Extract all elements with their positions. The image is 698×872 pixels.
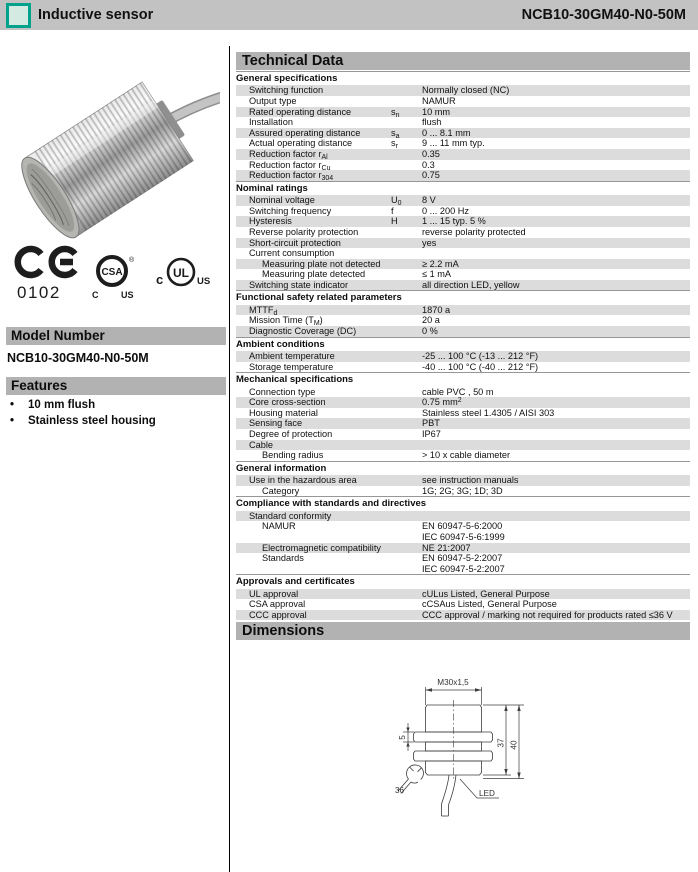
ce-mark-icon [14, 245, 90, 303]
spec-label: Switching state indicator [249, 279, 349, 290]
spec-value: 0.35 [422, 148, 440, 159]
product-photo [8, 55, 220, 247]
spec-symbol [391, 96, 422, 107]
spec-symbol [391, 362, 422, 373]
spec-row [236, 138, 690, 149]
spec-row [236, 216, 690, 227]
spec-row [236, 543, 690, 554]
section-title: Approvals and certificates [236, 574, 690, 588]
spec-label: Standards [262, 553, 304, 564]
technical-data-heading: Technical Data [236, 52, 690, 70]
spec-row [236, 610, 690, 621]
spec-symbol [391, 170, 422, 181]
spec-row [236, 511, 690, 522]
spec-label: Storage temperature [249, 361, 334, 372]
spec-value: see instruction manuals [422, 475, 519, 486]
spec-row [236, 227, 690, 238]
spec-value: 10 mm [422, 106, 451, 117]
technical-data-table [236, 71, 690, 620]
spec-label: Nominal voltage [249, 195, 315, 206]
spec-label: Current consumption [249, 248, 335, 259]
dim-wrench-size: 36 [395, 786, 405, 795]
spec-label: Reduction factor $r_{Cu}$ [249, 159, 331, 172]
spec-label: Output type [249, 95, 297, 106]
spec-symbol [391, 440, 422, 451]
spec-symbol [391, 387, 422, 398]
spec-symbol [391, 259, 422, 270]
spec-value: CCC approval / marking not required for products rated ≤36 V [422, 609, 673, 620]
spec-value: flush [422, 117, 442, 128]
spec-value [422, 248, 690, 259]
spec-row [236, 238, 690, 249]
spec-symbol: $s_n$ [391, 106, 400, 119]
spec-symbol [391, 269, 422, 280]
spec-label: Electromagnetic compatibility [262, 542, 381, 553]
dimension-drawing [388, 648, 548, 826]
spec-symbol [391, 589, 422, 600]
spec-value: > 10 x cable diameter [422, 450, 511, 461]
spec-value: EN 60947-5-2:2007 IEC 60947-5-2:2007 [422, 553, 505, 574]
header-product-code: NCB10-30GM40-N0-50M [521, 7, 686, 23]
spec-row [236, 117, 690, 128]
ce-mark [14, 245, 90, 308]
spec-row [236, 397, 690, 408]
spec-row [236, 418, 690, 429]
spec-label: Standard conformity [249, 510, 332, 521]
spec-symbol [391, 543, 422, 554]
spec-label: Assured operating distance [249, 127, 361, 138]
spec-value: cable PVC , 50 m [422, 386, 494, 397]
spec-row [236, 195, 690, 206]
spec-row [236, 96, 690, 107]
spec-symbol [391, 315, 422, 326]
ul-c: c [156, 272, 164, 287]
spec-row [236, 599, 690, 610]
spec-label: Core cross-section [249, 397, 326, 408]
ul-us: US [197, 276, 211, 287]
spec-label: Switching frequency [249, 205, 332, 216]
section-title: General specifications [236, 71, 690, 85]
spec-symbol [391, 599, 422, 610]
spec-symbol [391, 227, 422, 238]
spec-row [236, 160, 690, 171]
spec-symbol [391, 397, 422, 408]
section-title: Functional safety related parameters [236, 290, 690, 304]
column-separator [229, 46, 230, 872]
spec-row [236, 486, 690, 497]
spec-value: 20 a [422, 315, 440, 326]
csa-text: CSA [101, 267, 123, 278]
dim-length-inner: 37 [496, 738, 506, 748]
spec-row [236, 351, 690, 362]
spec-label: Switching function [249, 85, 324, 96]
spec-value: IP67 [422, 428, 441, 439]
spec-label: Mission Time $(T_M)$ [249, 315, 323, 328]
spec-label: UL approval [249, 588, 299, 599]
spec-symbol [391, 248, 422, 259]
section-title: Mechanical specifications [236, 372, 690, 386]
spec-value: NE 21:2007 [422, 542, 471, 553]
page-title: Inductive sensor [38, 7, 154, 23]
spec-symbol [391, 486, 422, 497]
spec-label: Measuring plate detected [262, 269, 366, 280]
spec-label: Actual operating distance [249, 138, 353, 149]
dim-led-label: LED [479, 789, 495, 798]
spec-label: Hysteresis [249, 216, 292, 227]
spec-symbol [391, 521, 422, 542]
spec-row [236, 107, 690, 118]
section-title: Ambient conditions [236, 337, 690, 351]
dim-length-outer: 40 [509, 740, 519, 750]
spec-label: Short-circuit protection [249, 237, 341, 248]
spec-value: 0 ... 200 Hz [422, 205, 469, 216]
spec-value: cULus Listed, General Purpose [422, 588, 550, 599]
spec-label: Reverse polarity protection [249, 226, 359, 237]
spec-label: NAMUR [262, 521, 296, 532]
spec-label: CSA approval [249, 599, 306, 610]
spec-label: Ambient temperature [249, 351, 335, 362]
spec-row [236, 387, 690, 398]
spec-row [236, 128, 690, 139]
spec-label: Reduction factor $r_{Al}$ [249, 148, 328, 161]
spec-label: Housing material [249, 407, 318, 418]
spec-value: yes [422, 237, 437, 248]
spec-label: Category [262, 485, 300, 496]
spec-value: ≥ 2.2 mA [422, 258, 459, 269]
spec-symbol [391, 280, 422, 291]
spec-row [236, 589, 690, 600]
dim-nut-thickness: 5 [398, 735, 407, 740]
spec-row [236, 408, 690, 419]
spec-row [236, 429, 690, 440]
spec-label: Diagnostic Coverage (DC) [249, 326, 357, 337]
spec-row [236, 280, 690, 291]
spec-value: 0.75 [422, 170, 440, 181]
spec-row [236, 475, 690, 486]
spec-value: NAMUR [422, 95, 456, 106]
spec-value: 8 V [422, 195, 436, 206]
spec-symbol [391, 117, 422, 128]
sensor-body [12, 78, 199, 245]
spec-label: Use in the hazardous area [249, 475, 357, 486]
feature-item: • 10 mm flush [0, 398, 225, 414]
csa-us: US [121, 290, 134, 300]
spec-row [236, 269, 690, 280]
spec-value: 1G; 2G; 3G; 1D; 3D [422, 485, 503, 496]
spec-row [236, 85, 690, 96]
spec-value: 0 ... 8.1 mm [422, 127, 471, 138]
ce-number: 0102 [17, 283, 61, 302]
spec-value: -40 ... 100 °C (-40 ... 212 °F) [422, 361, 539, 372]
spec-symbol: H [391, 216, 398, 227]
spec-row [236, 450, 690, 461]
spec-value: PBT [422, 418, 440, 429]
spec-row [236, 259, 690, 270]
csa-mark-icon [90, 252, 140, 302]
spec-row [236, 206, 690, 217]
spec-symbol: f [391, 205, 394, 216]
spec-label: $MTTF_d$ [249, 304, 278, 317]
spec-value: 1870 a [422, 304, 451, 315]
spec-row [236, 149, 690, 160]
spec-row [236, 248, 690, 259]
spec-symbol [391, 351, 422, 362]
spec-symbol [391, 429, 422, 440]
spec-symbol: $U_0$ [391, 195, 402, 208]
spec-value: all direction LED, yellow [422, 279, 520, 290]
csa-c: C [92, 290, 99, 300]
spec-symbol [391, 418, 422, 429]
spec-row [236, 170, 690, 181]
features-heading: Features [6, 377, 226, 395]
spec-label: Degree of protection [249, 428, 333, 439]
spec-value: reverse polarity protected [422, 226, 526, 237]
spec-value: EN 60947-5-6:2000 IEC 60947-5-6:1999 [422, 521, 505, 542]
spec-label: Installation [249, 117, 293, 128]
spec-label: Measuring plate not detected [262, 258, 381, 269]
dimensions-heading: Dimensions [236, 622, 690, 640]
spec-label: Bending radius [262, 450, 324, 461]
spec-row [236, 315, 690, 326]
spec-row [236, 553, 690, 574]
spec-row [236, 326, 690, 337]
features-list [0, 398, 225, 429]
spec-value: cCSAus Listed, General Purpose [422, 599, 557, 610]
spec-symbol [391, 85, 422, 96]
spec-value: 1 ... 15 typ. 5 % [422, 216, 486, 227]
spec-symbol: $s_a$ [391, 127, 400, 140]
spec-label: Reduction factor $r_{304}$ [249, 170, 334, 183]
spec-row [236, 362, 690, 373]
spec-value: 0.75 $mm^2$ [422, 397, 462, 408]
model-number-heading: Model Number [6, 327, 226, 345]
spec-symbol [391, 475, 422, 486]
feature-item: • Stainless steel housing [0, 414, 225, 430]
spec-value: -25 ... 100 °C (-13 ... 212 °F) [422, 351, 539, 362]
ul-mark [152, 255, 214, 302]
spec-symbol [391, 511, 422, 522]
spec-value: ≤ 1 mA [422, 269, 452, 280]
spec-value: 9 ... 11 mm typ. [422, 138, 485, 149]
spec-row [236, 521, 690, 542]
dim-thread-label: M30x1,5 [437, 678, 469, 687]
right-column [236, 45, 690, 872]
spec-symbol [391, 238, 422, 249]
ul-text: UL [173, 266, 189, 280]
spec-label: Sensing face [249, 418, 303, 429]
ul-mark-icon [152, 255, 214, 297]
spec-value: Stainless steel 1.4305 / AISI 303 [422, 407, 555, 418]
spec-symbol [391, 149, 422, 160]
spec-symbol [391, 160, 422, 171]
spec-symbol [391, 408, 422, 419]
spec-symbol [391, 553, 422, 574]
spec-symbol [391, 610, 422, 621]
spec-label: CCC approval [249, 609, 307, 620]
spec-value [422, 440, 690, 451]
spec-symbol [391, 450, 422, 461]
csa-mark [90, 252, 140, 307]
section-title: Compliance with standards and directives [236, 496, 690, 510]
spec-label: Rated operating distance [249, 106, 352, 117]
spec-row [236, 305, 690, 316]
spec-label: Cable [249, 439, 274, 450]
brand-square-icon [6, 3, 31, 28]
spec-value: Normally closed (NC) [422, 85, 510, 96]
model-number-value: NCB10-30GM40-N0-50M [7, 351, 149, 365]
csa-registered: ® [129, 257, 135, 264]
spec-row [236, 440, 690, 451]
spec-value: 0 % [422, 326, 438, 337]
spec-symbol: $s_r$ [391, 138, 398, 151]
spec-label: Connection type [249, 386, 316, 397]
spec-symbol [391, 305, 422, 316]
section-title: Nominal ratings [236, 181, 690, 195]
section-title: General information [236, 461, 690, 475]
header-bar [0, 0, 698, 30]
spec-value [422, 511, 690, 522]
left-column [0, 30, 229, 872]
spec-symbol [391, 326, 422, 337]
spec-value: 0.3 [422, 159, 435, 170]
